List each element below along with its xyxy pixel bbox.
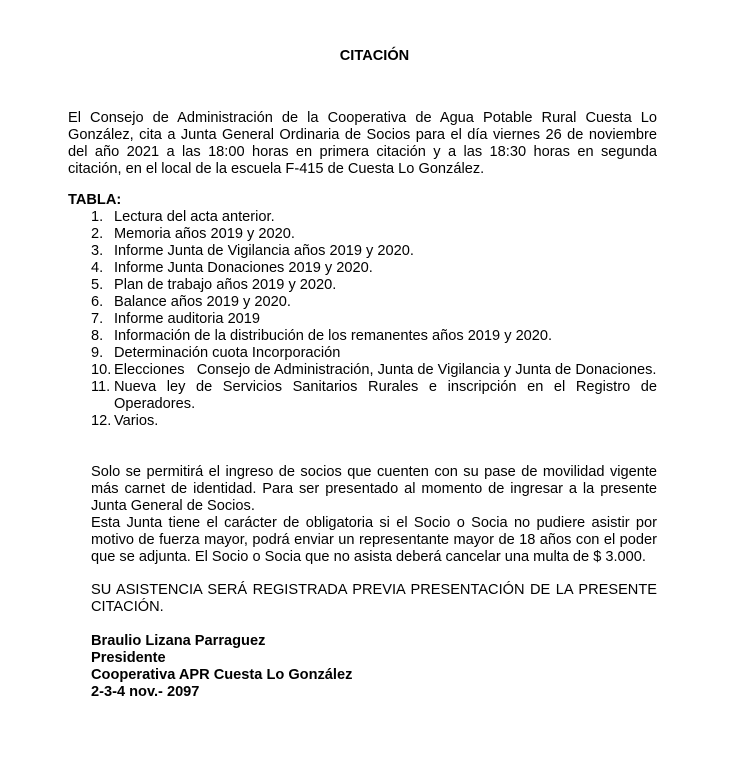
agenda-item-text: Informe auditoria 2019 bbox=[114, 311, 261, 327]
agenda-item bbox=[91, 226, 657, 243]
agenda-item-text: Informe Junta de Vigilancia años 2019 y 2020. bbox=[114, 243, 414, 259]
agenda-item bbox=[91, 345, 657, 362]
agenda-item-text: Varios. bbox=[114, 413, 159, 429]
attendance-notice: SU ASISTENCIA SERÁ REGISTRADA PREVIA PRESENTACIÓN DE LA PRESENTE CITACIÓN. bbox=[91, 582, 657, 615]
agenda-item bbox=[91, 328, 657, 345]
intro-paragraph bbox=[68, 110, 657, 178]
agenda-item-number: 1. bbox=[91, 209, 104, 225]
agenda-item bbox=[91, 277, 657, 294]
agenda-item bbox=[91, 260, 657, 277]
signer-organization: Cooperativa APR Cuesta Lo González bbox=[91, 667, 353, 683]
agenda-item-text: Informe Junta Donaciones 2019 y 2020. bbox=[114, 260, 373, 276]
agenda-item bbox=[91, 362, 657, 379]
agenda-list bbox=[91, 209, 657, 430]
agenda-item bbox=[91, 294, 657, 311]
agenda-item-text: Balance años 2019 y 2020. bbox=[114, 294, 291, 310]
signer-role: Presidente bbox=[91, 650, 166, 666]
agenda-heading: TABLA: bbox=[68, 192, 122, 208]
agenda-item-text: Determinación cuota Incorporación bbox=[114, 345, 341, 361]
page-title: CITACIÓN bbox=[339, 48, 410, 64]
notes-section bbox=[91, 464, 657, 566]
agenda-item-number: 7. bbox=[91, 311, 104, 327]
agenda-item-text: Información de la distribución de los remanentes años 2019 y 2020. bbox=[114, 328, 553, 344]
agenda-item-number: 11. bbox=[91, 379, 111, 395]
agenda-item bbox=[91, 209, 657, 226]
agenda-item bbox=[91, 243, 657, 260]
agenda-item-number: 2. bbox=[91, 226, 104, 242]
intro-text: El Consejo de Administración de la Cooperativa de Agua Potable Rural Cuesta Lo González, cita a Junta General Ordinaria de Socios para el día viernes 26 de noviembre del año 2021 a las 18:00 horas en primera citación y a las 18:30 horas en segunda citación, en el local de la escuela F-415 de Cuesta Lo González. bbox=[68, 110, 657, 177]
agenda-item-number: 8. bbox=[91, 328, 104, 344]
agenda-item-number: 10. bbox=[91, 362, 112, 378]
signature-date: 2-3-4 nov.- 2097 bbox=[91, 684, 200, 700]
entry-requirements-note: Solo se permitirá el ingreso de socios que cuenten con su pase de movilidad vigente más carnet de identidad. Para ser presentado al momento de ingresar a la presente Junta General de Socios. bbox=[91, 464, 657, 514]
agenda-item-text: Nueva ley de Servicios Sanitarios Rurales e inscripción en el Registro de Operadores. bbox=[114, 379, 657, 412]
agenda-item-number: 12. bbox=[91, 413, 112, 429]
agenda-item bbox=[91, 311, 657, 328]
attendance-obligation-note: Esta Junta tiene el carácter de obligatoria si el Socio o Socia no pudiere asistir por motivo de fuerza mayor, podrá enviar un representante mayor de 18 años con el poder que se adjunta. El Socio o Socia que no asista deberá cancelar una multa de $ 3.000. bbox=[91, 515, 657, 565]
agenda-item-number: 5. bbox=[91, 277, 104, 293]
agenda-item bbox=[91, 413, 657, 430]
signer-name: Braulio Lizana Parraguez bbox=[91, 633, 266, 649]
signature-block bbox=[91, 633, 352, 701]
agenda-item-number: 3. bbox=[91, 243, 104, 259]
agenda-item-number: 4. bbox=[91, 260, 104, 276]
agenda-item-text: Plan de trabajo años 2019 y 2020. bbox=[114, 277, 337, 293]
agenda-item-number: 9. bbox=[91, 345, 104, 361]
agenda-item bbox=[91, 379, 657, 413]
agenda-item-text: Memoria años 2019 y 2020. bbox=[114, 226, 295, 242]
agenda-item-number: 6. bbox=[91, 294, 104, 310]
agenda-item-text: Lectura del acta anterior. bbox=[114, 209, 275, 225]
agenda-item-text: Elecciones Consejo de Administración, Junta de Vigilancia y Junta de Donaciones. bbox=[114, 362, 657, 378]
